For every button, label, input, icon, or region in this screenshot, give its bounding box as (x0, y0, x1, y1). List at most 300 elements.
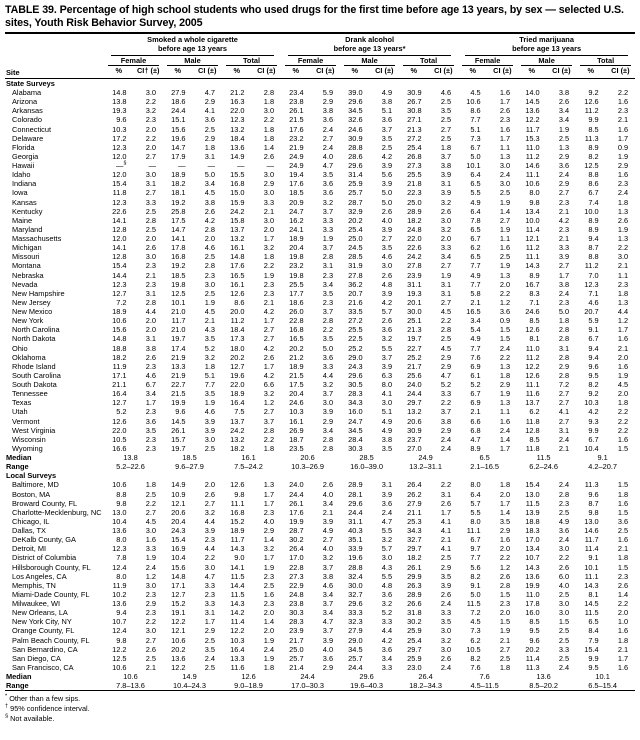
value-cell: 2.8 (322, 443, 334, 453)
value-cell: — (148, 161, 156, 170)
value-cell: 2.3 (558, 498, 570, 508)
value-cell: 8.9 (588, 224, 599, 234)
value-cell: 3.2 (440, 224, 452, 234)
value-cell: 3.3 (381, 662, 393, 672)
subgroup-header (399, 56, 458, 67)
value-cell: 21.7 (289, 635, 304, 645)
value-cell: 2.3 (322, 297, 334, 307)
value-cell: 24.6 (348, 124, 363, 134)
value-cell: 2.0 (499, 608, 511, 618)
value-cell: 5.0 (470, 151, 481, 161)
value-cell: 2.3 (263, 571, 275, 581)
column-group-label (111, 35, 274, 56)
range-cell: 8.5–20.2 (529, 681, 558, 691)
value-cell: 1.6 (617, 626, 629, 636)
value-cell: 4.1 (440, 526, 452, 535)
value-cell: 24.4 (348, 662, 363, 672)
value-cell: 11.2 (584, 261, 599, 271)
data-table (5, 32, 635, 691)
value-cell: 2.1 (440, 535, 452, 545)
value-cell: 3.0 (263, 188, 275, 198)
value-cell: 2.3 (263, 279, 275, 289)
value-cell: 15.4 (112, 179, 127, 189)
ci-column-header: CI (±) (370, 66, 400, 78)
value-cell: 18.9 (230, 389, 245, 399)
value-cell: 14.6 (584, 526, 599, 535)
column-group-header (281, 33, 458, 56)
value-cell: 11.0 (525, 343, 540, 353)
value-cell: 2.5 (499, 252, 511, 262)
value-cell: 3.1 (440, 489, 452, 499)
value-cell: 12.2 (525, 115, 540, 125)
value-cell: 7.1 (588, 288, 599, 298)
value-cell: 16.4 (112, 389, 127, 399)
value-cell: 2.5 (204, 252, 215, 262)
value-cell: 3.0 (263, 215, 275, 225)
value-cell: 6.4 (470, 170, 481, 180)
value-cell: 8.9 (588, 142, 599, 152)
value-cell: 1.5 (499, 617, 511, 627)
value-cell: 9.2 (588, 389, 599, 399)
value-cell: 18.9 (289, 361, 304, 371)
value-cell: 12.4 (112, 626, 127, 636)
value-cell: 20.7 (584, 307, 599, 316)
value-cell: 1.6 (617, 97, 629, 107)
value-cell: 2.4 (145, 562, 156, 572)
value-cell: 30.9 (348, 133, 363, 143)
value-cell: 11.4 (584, 544, 599, 554)
value-cell: 2.4 (263, 644, 275, 654)
value-cell: 11.4 (230, 617, 245, 627)
value-cell: 2.7 (263, 407, 275, 417)
value-cell: 2.3 (617, 279, 629, 289)
value-cell: 1.6 (617, 662, 629, 672)
value-cell: 2.7 (499, 644, 511, 654)
value-cell: 2.1 (558, 206, 570, 216)
value-cell: 12.1 (171, 626, 186, 636)
value-cell: 1.6 (499, 243, 511, 253)
value-cell: 2.5 (204, 288, 215, 298)
value-cell: 22.0 (112, 425, 127, 435)
value-cell: 1.4 (499, 206, 511, 216)
value-cell: 2.2 (617, 407, 629, 417)
site-cell: Maine (12, 215, 33, 225)
range-cell: 4.5–11.5 (470, 681, 499, 691)
site-cell: Arkansas (12, 106, 43, 116)
value-cell: 10.6 (525, 179, 540, 189)
table-row (5, 234, 635, 243)
value-cell: 2.3 (617, 571, 629, 581)
table-row (5, 426, 635, 435)
site-cell: Utah (12, 407, 28, 417)
value-cell: 1.7 (263, 361, 275, 371)
value-cell: 1.8 (617, 553, 629, 563)
ci-column-header: CI (±) (193, 66, 223, 78)
value-cell: 31.4 (348, 170, 363, 180)
value-cell: 9.4 (588, 234, 599, 243)
value-cell: 2.9 (499, 380, 511, 389)
value-cell: 6.7 (588, 434, 599, 444)
value-cell: 2.2 (204, 553, 215, 563)
value-cell: 5.1 (381, 106, 393, 116)
value-cell: 6.4 (470, 489, 481, 499)
range-cell: 10.4–24.3 (173, 681, 206, 691)
value-cell: 2.6 (322, 480, 334, 490)
value-cell: 19.3 (407, 288, 422, 298)
value-cell: 2.4 (440, 662, 452, 672)
value-cell: 40.3 (348, 526, 363, 535)
value-cell: 3.2 (381, 535, 393, 545)
value-cell: 17.7 (289, 288, 304, 298)
value-cell: 13.4 (525, 544, 540, 554)
value-cell: 2.9 (440, 425, 452, 435)
value-cell: 1.4 (499, 434, 511, 444)
value-cell: 9.6 (588, 489, 599, 499)
value-cell: 5.7 (381, 544, 393, 554)
site-cell: Baltimore, MD (12, 480, 59, 490)
value-cell: 3.0 (263, 106, 275, 116)
value-cell: 1.9 (322, 234, 334, 243)
value-cell: 4.9 (322, 526, 334, 535)
site-cell: Wyoming (12, 443, 43, 453)
value-cell: 3.7 (440, 407, 452, 417)
value-cell: 11.3 (584, 480, 599, 490)
site-cell: Palm Beach County, FL (12, 635, 90, 645)
value-cell: 6.7 (470, 389, 481, 399)
median-cell: 6.5 (479, 453, 490, 462)
range-cell: 7.5–24.2 (234, 462, 263, 472)
ci-column-header: CI (±) (252, 66, 282, 78)
table-row (5, 298, 635, 307)
value-cell: 1.8 (617, 398, 629, 408)
value-cell: 12.8 (112, 224, 127, 234)
value-cell: 11.3 (525, 662, 540, 672)
value-cell: 2.9 (145, 599, 156, 608)
table-row (5, 608, 635, 617)
value-cell: 3.3 (558, 644, 570, 654)
value-cell: 10.4 (171, 553, 186, 563)
value-cell: 2.1 (145, 270, 156, 280)
value-cell: 15.5 (230, 170, 245, 180)
value-cell: 2.3 (145, 407, 156, 417)
value-cell: 2.7 (322, 535, 334, 545)
percent-column-header: % (104, 66, 134, 78)
site-cell: Georgia (12, 151, 39, 161)
value-cell: 13.8 (112, 97, 127, 107)
value-cell: 26.2 (407, 489, 422, 499)
value-cell: 3.6 (381, 115, 393, 125)
value-cell: 2.5 (558, 507, 570, 517)
value-cell: 21.6 (348, 297, 363, 307)
value-cell: 1.8 (617, 635, 629, 645)
value-cell: 3.7 (381, 352, 393, 362)
value-cell: 4.0 (381, 215, 393, 225)
value-cell: 3.3 (440, 389, 452, 399)
value-cell: 16.0 (525, 608, 540, 618)
value-cell: 4.9 (381, 425, 393, 435)
value-cell: 23.8 (289, 97, 304, 107)
value-cell: 2.4 (558, 535, 570, 545)
value-cell: 10.0 (584, 206, 599, 216)
value-cell: 2.1 (145, 662, 156, 672)
subgroup-header (458, 56, 517, 67)
value-cell: 19.9 (171, 398, 186, 408)
value-cell: 3.1 (322, 261, 334, 271)
value-cell: 24.8 (407, 224, 422, 234)
value-cell: 25.7 (348, 653, 363, 663)
value-cell: 19.8 (289, 270, 304, 280)
value-cell: 23.5 (289, 443, 304, 453)
value-cell: 25.5 (348, 325, 363, 335)
value-cell: 26.3 (407, 580, 422, 590)
range-cell: 17.0–30.3 (291, 681, 324, 691)
value-cell: 2.3 (617, 106, 629, 116)
value-cell: 27.9 (348, 626, 363, 636)
value-cell: 16.8 (230, 179, 245, 189)
value-cell: 4.9 (381, 416, 393, 426)
value-cell: 24.4 (348, 507, 363, 517)
section-label: State Surveys (6, 78, 55, 88)
value-cell: 1.8 (145, 480, 156, 490)
value-cell: 4.5 (470, 617, 481, 627)
value-cell: 2.3 (499, 115, 511, 125)
value-cell: 2.5 (204, 124, 215, 134)
value-cell: 3.5 (204, 644, 215, 654)
value-cell: 4.5 (204, 188, 215, 198)
value-cell: 24.4 (407, 389, 422, 399)
table-row (5, 170, 635, 179)
site-cell: Arizona (12, 97, 38, 107)
value-cell: 6.5 (588, 617, 599, 627)
value-cell: 1.8 (263, 443, 275, 453)
value-cell: 1.6 (499, 535, 511, 545)
value-cell: 2.2 (322, 325, 334, 335)
value-cell: 8.2 (588, 380, 599, 389)
value-cell: 24.3 (171, 526, 186, 535)
median-cell: 11.5 (536, 453, 551, 462)
subgroup-header (517, 56, 576, 67)
value-cell: 12.7 (171, 589, 186, 599)
value-cell: 2.7 (145, 151, 156, 161)
value-cell: 8.1 (588, 589, 599, 599)
value-cell: 11.0 (525, 142, 540, 152)
value-cell: 3.7 (322, 243, 334, 253)
value-cell: 1.3 (617, 206, 629, 216)
value-cell: 25.7 (289, 653, 304, 663)
value-cell: 1.6 (499, 416, 511, 426)
ci-column-header: CI (±) (606, 66, 636, 78)
table-row (5, 617, 635, 626)
value-cell: 24.0 (289, 480, 304, 490)
site-cell: Oklahoma (12, 352, 46, 362)
value-cell: 5.0 (381, 188, 393, 198)
value-cell: 2.5 (145, 206, 156, 216)
table-row (5, 161, 635, 170)
value-cell: 25.4 (407, 142, 422, 152)
value-cell: 1.7 (204, 617, 215, 627)
value-cell: 21.8 (407, 179, 422, 189)
range-cell: 4.2–20.7 (588, 462, 618, 472)
site-cell: South Dakota (12, 380, 57, 389)
value-cell: 3.9 (558, 252, 570, 262)
value-cell: 2.9 (617, 161, 629, 170)
value-cell: 4.6 (381, 252, 393, 262)
value-cell: 16.8 (171, 252, 186, 262)
value-cell: 1.4 (263, 142, 275, 152)
value-cell: 24.3 (348, 361, 363, 371)
value-cell: 2.8 (322, 316, 334, 326)
value-cell: 3.0 (145, 626, 156, 636)
value-cell: 3.8 (381, 434, 393, 444)
value-cell: 2.2 (145, 97, 156, 107)
site-cell: Hillsborough County, FL (12, 562, 91, 572)
value-cell: 16.5 (230, 270, 245, 280)
value-cell: 5.0 (558, 307, 570, 316)
value-cell: 18.2 (407, 553, 422, 563)
value-cell: 1.9 (617, 224, 629, 234)
percent-column-header: % (458, 66, 488, 78)
value-cell: 24.4 (171, 106, 186, 116)
value-cell: 29.7 (407, 544, 422, 554)
value-cell: 2.8 (499, 580, 511, 590)
value-cell: 22.5 (348, 334, 363, 344)
site-cell: Texas (12, 398, 32, 408)
value-cell: 15.1 (171, 115, 186, 125)
site-cell: San Bernardino, CA (12, 644, 78, 654)
table-row (5, 553, 635, 562)
value-cell: 5.2 (204, 343, 215, 353)
value-cell: 2.3 (263, 507, 275, 517)
site-cell: San Francisco, CA (12, 662, 74, 672)
value-cell: 8.7 (588, 498, 599, 508)
value-cell: 2.7 (263, 334, 275, 344)
table-row (5, 225, 635, 234)
value-cell: 2.5 (145, 224, 156, 234)
value-cell: 21.4 (289, 662, 304, 672)
value-cell: 22.8 (289, 562, 304, 572)
value-cell: 7.2 (470, 608, 481, 618)
value-cell: 17.3 (230, 334, 245, 344)
value-cell: 28.4 (348, 434, 363, 444)
value-cell: 6.3 (381, 370, 393, 380)
value-cell: 8.3 (529, 288, 540, 298)
value-cell: 2.9 (263, 179, 275, 189)
value-cell: 2.0 (145, 316, 156, 326)
range-cell: 2.1–16.5 (470, 462, 499, 472)
value-cell: 1.5 (617, 562, 629, 572)
value-cell: 1.3 (499, 151, 511, 161)
value-cell: 28.1 (348, 489, 363, 499)
value-cell: 17.6 (289, 179, 304, 189)
value-cell: 11.8 (112, 188, 127, 198)
value-cell: 2.6 (381, 206, 393, 216)
value-cell: 4.2 (204, 215, 215, 225)
value-cell: 33.9 (348, 544, 363, 554)
value-cell: 7.0 (588, 270, 599, 280)
value-cell: 8.6 (588, 179, 599, 189)
value-cell: 4.3 (381, 562, 393, 572)
group-label-line2: before age 13 years* (333, 43, 406, 53)
value-cell: 3.4 (322, 498, 334, 508)
value-cell: 27.8 (348, 270, 363, 280)
value-cell: 2.3 (322, 270, 334, 280)
table-row (5, 645, 635, 654)
value-cell: 1.9 (440, 270, 452, 280)
value-cell: 3.8 (440, 416, 452, 426)
value-cell: 1.7 (499, 133, 511, 143)
value-cell: 2.3 (617, 179, 629, 189)
value-cell: 4.4 (322, 370, 334, 380)
site-cell: Los Angeles, CA (12, 571, 67, 581)
value-cell: 16.5 (289, 334, 304, 344)
table-row (5, 572, 635, 581)
value-cell: 1.9 (499, 197, 511, 207)
value-cell: 9.4 (588, 352, 599, 362)
value-cell: 2.3 (558, 197, 570, 207)
value-cell: 1.9 (617, 151, 629, 161)
value-cell: 11.5 (230, 571, 245, 581)
value-cell: 14.9 (171, 480, 186, 490)
value-cell: 1.8 (263, 97, 275, 107)
value-cell: 3.9 (381, 361, 393, 371)
value-cell: 2.9 (322, 416, 334, 426)
value-cell: 2.3 (145, 361, 156, 371)
table-body (5, 78, 635, 690)
value-cell: 5.1 (381, 407, 393, 417)
table-row (5, 371, 635, 380)
value-cell: 19.1 (171, 608, 186, 618)
value-cell: 18.9 (171, 170, 186, 180)
value-cell: 12.8 (525, 425, 540, 435)
value-cell: 25.0 (289, 644, 304, 654)
value-cell: 2.7 (145, 507, 156, 517)
value-cell: 3.0 (440, 626, 452, 636)
group-label-line1: Smoked a whole cigarette (147, 35, 238, 45)
value-cell: 2.0 (440, 234, 452, 243)
value-cell: 9.9 (588, 425, 599, 435)
site-cell: Kansas (12, 197, 37, 207)
value-cell: 4.6 (440, 88, 452, 97)
value-cell: 6.7 (470, 142, 481, 152)
table-row (5, 243, 635, 252)
value-cell: 18.6 (171, 97, 186, 107)
value-cell: 4.2 (263, 370, 275, 380)
value-cell: 11.2 (230, 316, 245, 326)
value-cell: 2.3 (204, 589, 215, 599)
value-cell: 12.4 (112, 562, 127, 572)
value-cell: 4.9 (470, 334, 481, 344)
value-cell: 1.4 (263, 535, 275, 545)
value-cell: 23.9 (289, 626, 304, 636)
value-cell: 5.0 (381, 197, 393, 207)
value-cell: 3.5 (204, 334, 215, 344)
value-cell: 3.1 (440, 179, 452, 189)
value-cell: 24.7 (289, 206, 304, 216)
value-cell: 21.0 (171, 325, 186, 335)
value-cell: 11.2 (525, 151, 540, 161)
table-row (5, 654, 635, 663)
value-cell: 3.3 (263, 197, 275, 207)
value-cell: 2.8 (204, 224, 215, 234)
value-cell: 5.0 (470, 589, 481, 599)
value-cell: 5.2 (470, 380, 481, 389)
site-cell: Wisconsin (12, 434, 46, 444)
value-cell: 5.5 (470, 188, 481, 198)
value-cell: 10.3 (112, 124, 127, 134)
value-cell: 30.9 (407, 425, 422, 435)
value-cell: 14.3 (525, 261, 540, 271)
value-cell: 3.8 (204, 197, 215, 207)
